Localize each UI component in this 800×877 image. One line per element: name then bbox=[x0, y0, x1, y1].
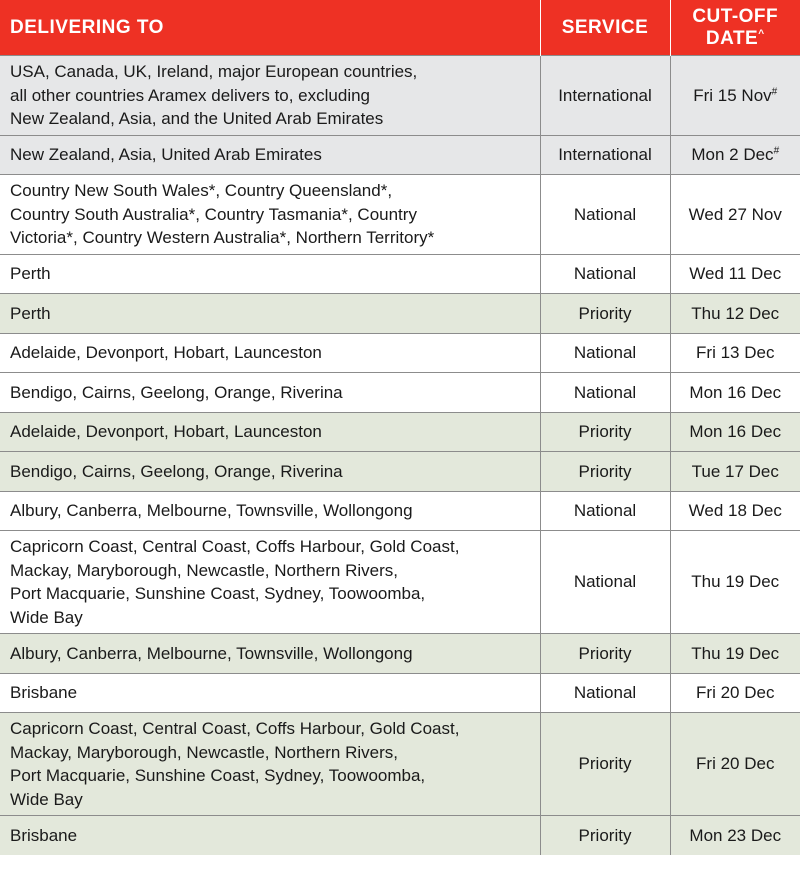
cutoff-date-cell bbox=[670, 56, 800, 136]
header-cutoff-line1: CUT-OFF bbox=[692, 5, 779, 27]
service-cell: Priority bbox=[540, 412, 670, 452]
table-row bbox=[0, 673, 800, 713]
destination-line: Wide Bay bbox=[10, 607, 83, 627]
cutoff-date-cell bbox=[670, 452, 800, 492]
destination-line: Mackay, Maryborough, Newcastle, Northern Rivers, bbox=[10, 560, 398, 580]
destination-cell bbox=[0, 373, 540, 413]
header-row bbox=[0, 0, 800, 56]
destination-cell bbox=[0, 135, 540, 175]
destination-line: Adelaide, Devonport, Hobart, Launceston bbox=[10, 343, 322, 362]
cutoff-date-text: Wed 11 Dec bbox=[689, 264, 782, 283]
service-cell: National bbox=[540, 491, 670, 531]
header-cutoff-date bbox=[670, 0, 800, 56]
cutoff-date-cell bbox=[670, 412, 800, 452]
destination-line: Albury, Canberra, Melbourne, Townsville, Wollongong bbox=[10, 501, 413, 520]
cutoff-date-text: Tue 17 Dec bbox=[691, 461, 779, 481]
cutoff-date-cell bbox=[670, 333, 800, 373]
header-cutoff-line2-text: DATE bbox=[705, 27, 759, 49]
destination-line: Country South Australia*, Country Tasmania*, Country bbox=[10, 204, 417, 224]
service-cell: Priority bbox=[540, 294, 670, 334]
cutoff-date-cell bbox=[670, 491, 800, 531]
destination-line: Perth bbox=[10, 303, 51, 323]
service-cell: Priority bbox=[540, 452, 670, 492]
table-row bbox=[0, 491, 800, 531]
destination-line: Port Macquarie, Sunshine Coast, Sydney, Toowoomba, bbox=[10, 766, 426, 785]
service-cell: National bbox=[540, 254, 670, 294]
cutoff-date-cell bbox=[670, 373, 800, 413]
destination-line: Capricorn Coast, Central Coast, Coffs Harbour, Gold Coast, bbox=[10, 719, 460, 738]
destination-line: all other countries Aramex delivers to, excluding bbox=[10, 85, 371, 105]
table-row bbox=[0, 175, 800, 255]
destination-line: New Zealand, Asia, United Arab Emirates bbox=[10, 145, 322, 164]
destination-line: Adelaide, Devonport, Hobart, Launceston bbox=[10, 422, 322, 441]
cutoff-date-text: Fri 13 Dec bbox=[696, 343, 775, 362]
cutoff-date-text: Thu 12 Dec bbox=[691, 303, 780, 323]
service-cell: International bbox=[540, 135, 670, 175]
destination-cell bbox=[0, 333, 540, 373]
destination-line: New Zealand, Asia, and the United Arab Emirates bbox=[10, 109, 384, 128]
cutoff-date-text: Mon 16 Dec bbox=[689, 422, 782, 441]
destination-line: Bendigo, Cairns, Geelong, Orange, Riverina bbox=[10, 382, 343, 402]
destination-cell bbox=[0, 673, 540, 713]
table-row bbox=[0, 135, 800, 175]
destination-line: Mackay, Maryborough, Newcastle, Northern Rivers, bbox=[10, 742, 398, 762]
service-cell: National bbox=[540, 531, 670, 634]
cutoff-date-cell bbox=[670, 673, 800, 713]
destination-line: Bendigo, Cairns, Geelong, Orange, Riverina bbox=[10, 461, 343, 481]
table-row bbox=[0, 373, 800, 413]
cutoff-date-text: Thu 19 Dec bbox=[691, 572, 780, 592]
cutoff-date-text: Wed 18 Dec bbox=[688, 501, 782, 520]
cutoff-date-cell bbox=[670, 713, 800, 816]
header-service: SERVICE bbox=[540, 0, 670, 56]
destination-line: Port Macquarie, Sunshine Coast, Sydney, Toowoomba, bbox=[10, 584, 426, 603]
table-row bbox=[0, 816, 800, 856]
destination-cell bbox=[0, 294, 540, 334]
cutoff-date-text: Mon 2 Dec bbox=[691, 145, 774, 164]
cutoff-date-text: Fri 15 Nov bbox=[693, 85, 772, 105]
table-row bbox=[0, 452, 800, 492]
header-delivering-to: DELIVERING TO bbox=[0, 0, 540, 56]
service-cell: Priority bbox=[540, 816, 670, 856]
cutoff-date-text: Mon 16 Dec bbox=[689, 382, 782, 402]
cutoff-date-text: Fri 20 Dec bbox=[696, 754, 775, 774]
cutoff-date-cell bbox=[670, 175, 800, 255]
destination-cell bbox=[0, 816, 540, 856]
service-cell: National bbox=[540, 333, 670, 373]
destination-cell bbox=[0, 412, 540, 452]
header-cutoff-mark: ^ bbox=[758, 28, 765, 40]
cutoff-date-cell bbox=[670, 531, 800, 634]
table-row bbox=[0, 294, 800, 334]
cutoff-date-text: Mon 23 Dec bbox=[689, 825, 782, 845]
service-cell: National bbox=[540, 673, 670, 713]
destination-line: Perth bbox=[10, 264, 51, 283]
table-row bbox=[0, 634, 800, 674]
table-row bbox=[0, 56, 800, 136]
header-cutoff-line2 bbox=[671, 28, 800, 50]
table-header bbox=[0, 0, 800, 56]
table-row bbox=[0, 412, 800, 452]
cutoff-date-text: Thu 19 Dec bbox=[691, 643, 780, 663]
cutoff-date-cell bbox=[670, 135, 800, 175]
cutoff-date-text: Wed 27 Nov bbox=[688, 204, 782, 224]
cutoff-date-mark: # bbox=[771, 85, 778, 97]
destination-cell bbox=[0, 531, 540, 634]
service-cell: Priority bbox=[540, 713, 670, 816]
destination-line: Brisbane bbox=[10, 825, 78, 845]
table-row bbox=[0, 333, 800, 373]
destination-cell bbox=[0, 56, 540, 136]
destination-cell bbox=[0, 491, 540, 531]
destination-cell bbox=[0, 175, 540, 255]
table-body bbox=[0, 56, 800, 856]
destination-cell bbox=[0, 634, 540, 674]
destination-cell bbox=[0, 452, 540, 492]
destination-cell bbox=[0, 713, 540, 816]
table-row bbox=[0, 254, 800, 294]
destination-line: Capricorn Coast, Central Coast, Coffs Harbour, Gold Coast, bbox=[10, 537, 460, 556]
destination-line: Victoria*, Country Western Australia*, Northern Territory* bbox=[10, 228, 435, 247]
service-cell: International bbox=[540, 56, 670, 136]
service-cell: Priority bbox=[540, 634, 670, 674]
cutoff-date-cell bbox=[670, 254, 800, 294]
destination-line: USA, Canada, UK, Ireland, major European countries, bbox=[10, 62, 418, 81]
cutoff-date-cell bbox=[670, 294, 800, 334]
table-row bbox=[0, 531, 800, 634]
cutoff-date-text: Fri 20 Dec bbox=[696, 683, 775, 702]
cutoff-date-cell bbox=[670, 634, 800, 674]
cutoff-date-cell bbox=[670, 816, 800, 856]
table-row bbox=[0, 713, 800, 816]
service-cell: National bbox=[540, 175, 670, 255]
cutoff-date-mark: # bbox=[773, 145, 780, 157]
destination-cell bbox=[0, 254, 540, 294]
destination-line: Country New South Wales*, Country Queensland*, bbox=[10, 181, 393, 200]
service-cell: National bbox=[540, 373, 670, 413]
destination-line: Albury, Canberra, Melbourne, Townsville, Wollongong bbox=[10, 643, 413, 663]
destination-line: Wide Bay bbox=[10, 789, 83, 809]
destination-line: Brisbane bbox=[10, 683, 78, 702]
